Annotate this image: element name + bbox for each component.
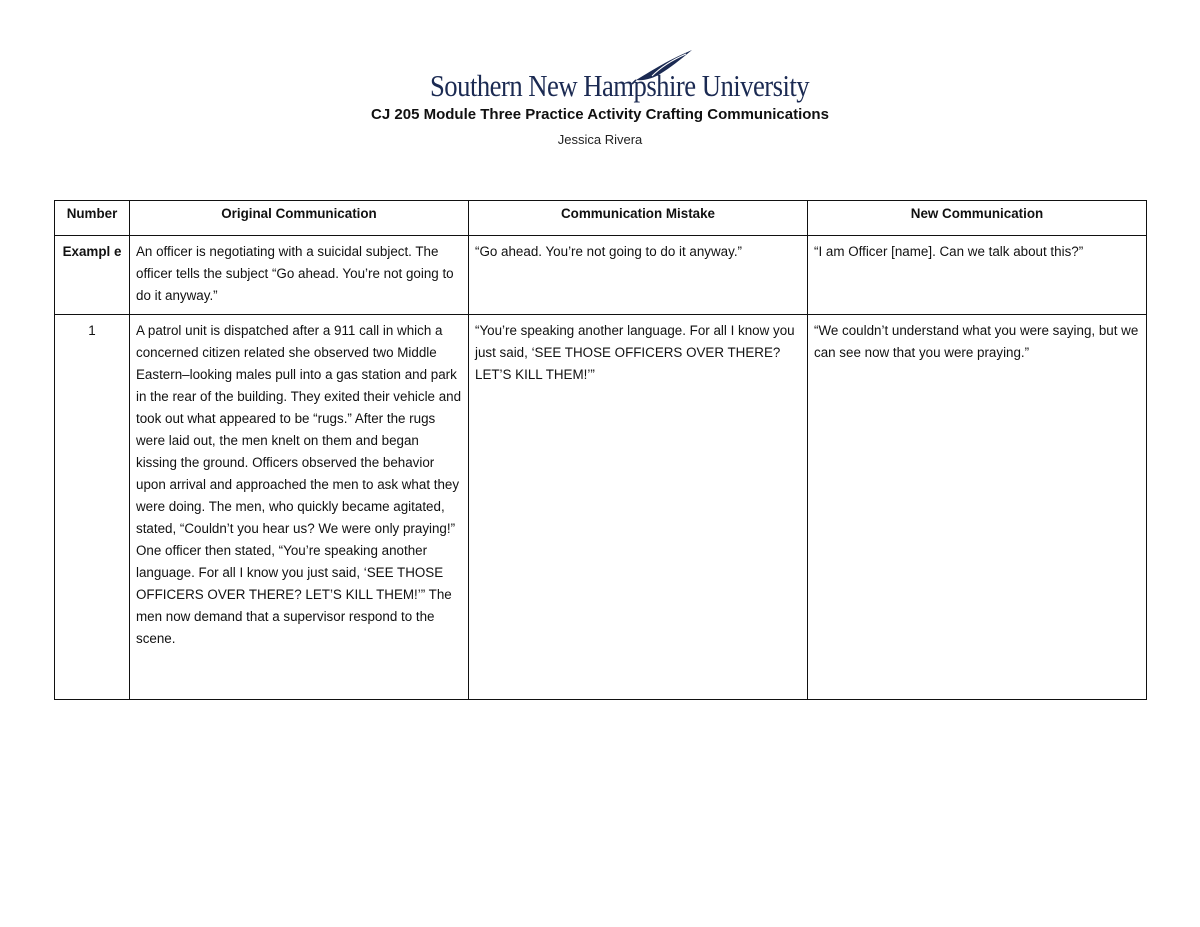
column-header-number: Number	[55, 201, 130, 236]
row-number-cell: 1	[55, 315, 130, 700]
table-header-row	[55, 201, 1147, 236]
table-row	[55, 315, 1147, 700]
logo-wordmark: Southern New Hampshire University	[430, 68, 810, 103]
original-communication-cell: A patrol unit is dispatched after a 911 call in which a concerned citizen related she observed two Middle Eastern–looking males pull into a gas station and park in the rear of the building. They exited their vehicle and took out what appeared to be “rugs.” After the rugs were laid out, the men knelt on them and began kissing the ground. Officers observed the behavior upon arrival and approached the men to ask what they were doing. The men, who quickly became agitated, stated, “Couldn’t you hear us? We were only praying!” One officer then stated, “You’re speaking another language. For all I know you just said, ‘SEE THOSE OFFICERS OVER THERE? LET’S KILL THEM!’” The men now demand that a supervisor respond to the scene.	[130, 315, 469, 700]
communication-mistake-cell: “Go ahead. You’re not going to do it anyway.”	[469, 236, 808, 315]
column-header-mistake: Communication Mistake	[469, 201, 808, 236]
university-logo	[430, 46, 810, 108]
column-header-original: Original Communication	[130, 201, 469, 236]
new-communication-cell: “We couldn’t understand what you were saying, but we can see now that you were praying.”	[808, 315, 1147, 700]
row-number-cell: Exampl e	[55, 236, 130, 315]
column-header-new: New Communication	[808, 201, 1147, 236]
document-title: CJ 205 Module Three Practice Activity Crafting Communications	[371, 106, 829, 123]
original-communication-cell: An officer is negotiating with a suicidal subject. The officer tells the subject “Go ahead. You’re not going to do it anyway.”	[130, 236, 469, 315]
communications-table	[54, 200, 1147, 700]
author-name: Jessica Rivera	[557, 132, 643, 147]
table-row	[55, 236, 1147, 315]
communication-mistake-cell: “You’re speaking another language. For all I know you just said, ‘SEE THOSE OFFICERS OVER THERE? LET’S KILL THEM!’”	[469, 315, 808, 700]
new-communication-cell: “I am Officer [name]. Can we talk about this?”	[808, 236, 1147, 315]
